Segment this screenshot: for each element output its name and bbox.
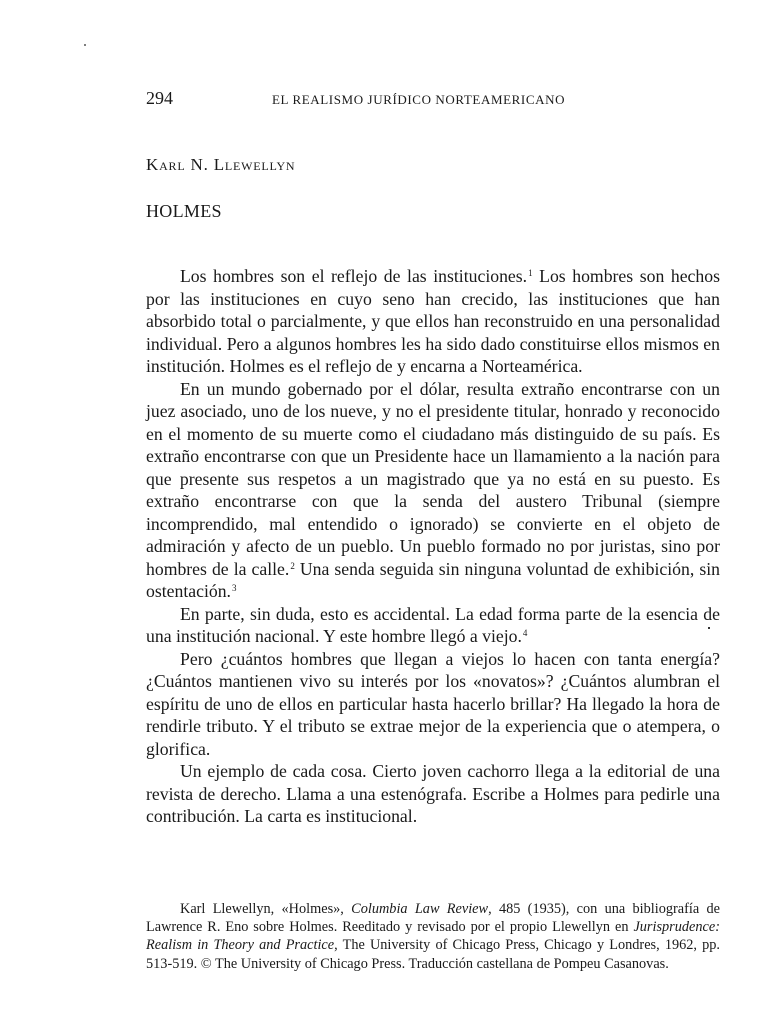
italic-title: Columbia Law Review [351,901,489,917]
scan-speck [708,627,710,629]
running-title: EL REALISMO JURÍDICO NORTEAMERICANO [272,92,566,107]
text-run: Los hombres son hechos por las instituciones en cuyo seno han crecido, las instituciones que han absorbido total o parcialmente, y que ellos han reconstruido en una personalidad individual. Pero a algunos hombres les ha sido dado constituirse ellos mismos en institución. Holmes es el reflejo de y encarna a Norteamérica. [146,266,720,376]
text-run: Una senda seguida sin ninguna voluntad de exhibición, sin ostentación. [146,558,720,601]
text-run: Karl Llewellyn, «Holmes», [180,901,352,917]
text-run: En parte, sin duda, esto es accidental. La edad forma parte de la esencia de una institución nacional. Y este hombre llegó a viejo. [146,603,720,646]
scan-speck [84,44,86,46]
text-run: Un ejemplo de cada cosa. Cierto joven cachorro llega a la editorial de una revista de derecho. Llama a una estenógrafa. Escribe a Holmes para pedirle una contribución. La carta es institucional. [146,761,720,826]
text-run: , 485 (1935), con una bibliografía de Lawrence R. Eno sobre Holmes. Reeditado y revisado por el propio Llewellyn en [146,901,721,936]
footnote [146,900,720,973]
body-text [146,265,720,828]
text-run: Los hombres son el reflejo de las instituciones. [180,266,528,286]
text-run: Pero ¿cuántos hombres que llegan a viejos lo hacen con tanta energía? ¿Cuántos mantienen vivo su interés por los «novatos»? ¿Cuántos alumbran el espíritu de uno de ellos en particular hasta hacerlo brillar? Ha llegado la hora de rendirle tributo. Y el tributo se extrae mejor de la experiencia que o atempera, o glorifica. [146,648,720,759]
footnote-marker: 3 [231,583,237,593]
chapter-title: HOLMES [146,201,222,221]
page-header [146,88,720,112]
text-run: , The University of Chicago Press, Chicago y Londres, 1962, pp. 513-519. © The University of Chicago Press. Traducción castellana de Pompeu Casanovas. [146,937,720,972]
page-number: 294 [146,88,173,108]
paragraph [146,265,720,378]
footnote-marker: 1 [528,268,533,278]
paragraph [146,760,720,828]
paragraph [146,378,720,603]
footnote-text [146,900,720,973]
footnote-marker: 4 [522,628,528,638]
footnote-marker: 2 [290,560,295,571]
italic-title: Jurisprudence: Realism in Theory and Practice [146,919,720,954]
text-run: En un mundo gobernado por el dólar, resulta extraño encontrarse con un juez asociado, uno de los nueve, y no el presidente titular, honrado y reconocido en el momento de su muerte como el ciudadano más distinguido de su país. Es extraño encontrarse con que un Presidente hace un llamamiento a la nación para que presente sus respetos a un magistrado que ya no está en su puesto. Es extraño encontrarse con que la senda del austero Tribunal (siempre incomprendido, mal entendido o ignorado) se convierte en el objeto de admiración y afecto de un pueblo. Un pueblo formado no por juristas, sino por hombres de la calle. [146,378,720,579]
paragraph [146,603,720,648]
paragraph [146,648,720,761]
author-name: Karl N. Llewellyn [146,155,296,174]
